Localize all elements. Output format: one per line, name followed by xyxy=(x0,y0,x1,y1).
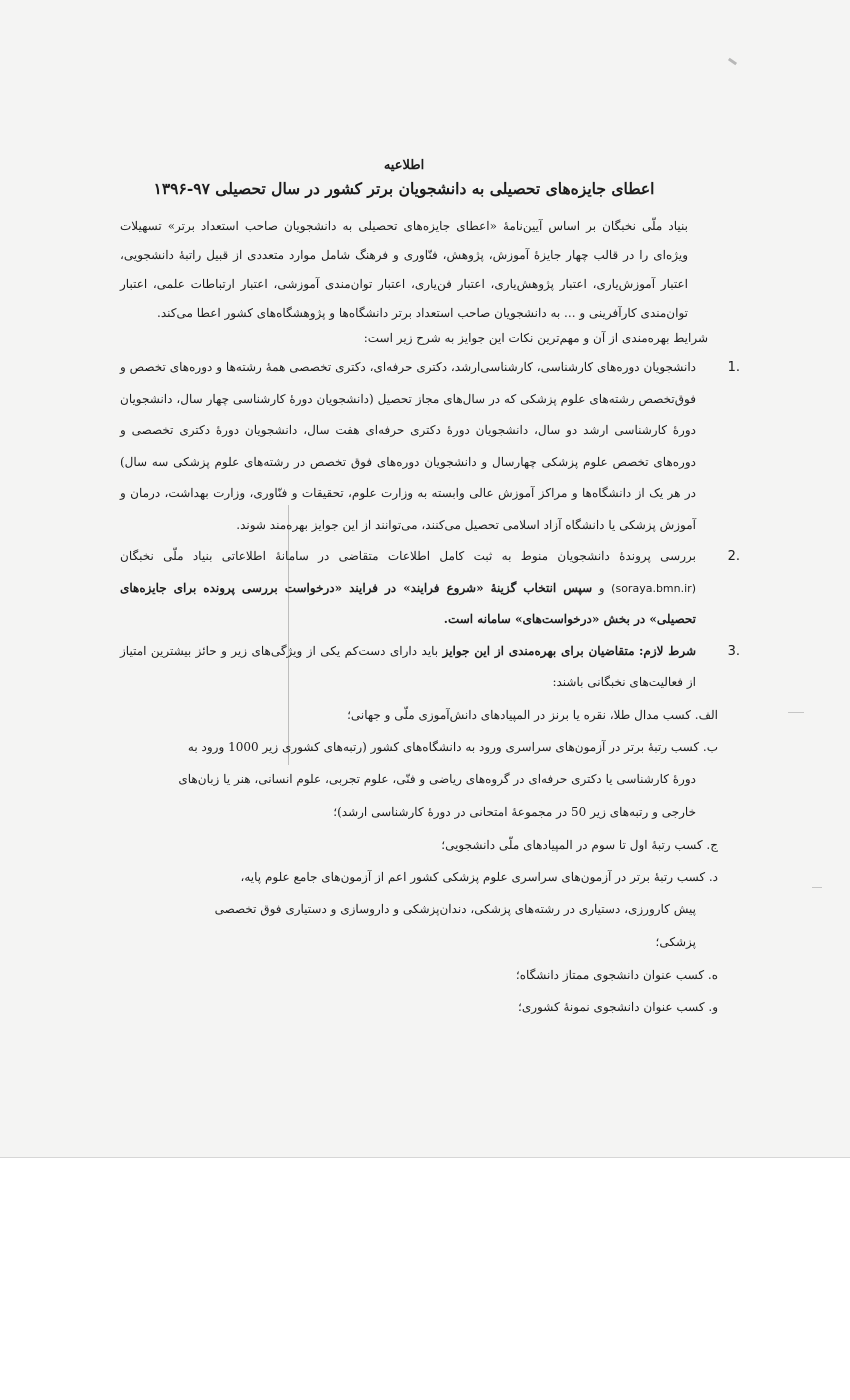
item-connector: و xyxy=(598,580,605,595)
item-text: بررسی پروندهٔ دانشجویان منوط به ثبت کامل اطلاعات متقاضی در سامانهٔ اطلاعاتی بنیاد ملّی نخبگان xyxy=(120,549,696,563)
item-text: دانشجویان دوره‌های کارشناسی، کارشناسی‌ارشد، دکتری حرفه‌ای، دکتری تخصصی همهٔ رشته‌ها و دوره‌های تخصص و فوق‌تخصص رشته‌های علوم پزشکی که در سال‌های مجاز تحصیل (دانشجویان دورهٔ کارشناسی چهار سال، دانشجویان دورهٔ کارشناسی ارشد دو سال، دانشجویان دورهٔ دکتری حرفه‌ای هفت سال، دانشجویان دورهٔ دکتری تخصصی و دوره‌های تخصص علوم پزشکی چهارسال و دانشجویان دوره‌های فوق تخصص در رشته‌های علوم پزشکی سه سال) در هر یک از دانشگاه‌ها و مراکز آموزش عالی وابسته به وزارت علوم، تحقیقات و فنّاوری، وزارت بهداشت، درمان و آموزش پزشکی یا دانشگاه آزاد اسلامی تحصیل می‌کنند، می‌توانند از این جوایز بهره‌مند شوند. xyxy=(120,360,696,532)
item-bold-text: سپس انتخاب گزینهٔ «شروع فرایند» در فرایند «درخواست بررسی پرونده برای جایزه‌های تحصیلی» در بخش «درخواست‌های» سامانه است. xyxy=(120,580,696,626)
sub-item-he: ه. کسب عنوان دانشجوی ممتاز دانشگاه؛ xyxy=(515,967,718,982)
sub-item-alef: الف. کسب مدال طلا، نقره یا برنز در المپیادهای دانش‌آموزی ملّی و جهانی؛ xyxy=(347,707,718,722)
paper-bottom-edge xyxy=(0,1157,850,1158)
scan-speck xyxy=(728,58,737,66)
sub-item-vav: و. کسب عنوان دانشجوی نمونهٔ کشوری؛ xyxy=(518,999,718,1014)
requirement-label: شرط لازم: xyxy=(638,643,697,658)
sub-item-dal: د. کسب رتبهٔ برتر در آزمون‌های سراسری علوم پزشکی کشور اعم از آزمون‌های جامع علوم پایه، xyxy=(240,869,718,884)
condition-item-2 xyxy=(120,541,740,636)
item-number: 1. xyxy=(727,360,740,375)
condition-item-3 xyxy=(120,636,740,699)
sub-item-be: ب. کسب رتبهٔ برتر در آزمون‌های سراسری ورود به دانشگاه‌های کشور (رتبه‌های کشوری زیر 1000 ورود به xyxy=(187,739,718,754)
sorayа-url-link[interactable]: (soraya.bmn.ir) xyxy=(611,581,696,595)
announcement-document xyxy=(120,158,740,1023)
condition-item-1 xyxy=(120,352,740,541)
scan-speck xyxy=(788,712,804,713)
conditions-intro: شرایط بهره‌مندی از آن و مهم‌ترین نکات این جوایز به شرح زیر است: xyxy=(363,331,708,345)
sub-item-be-cont: دورهٔ کارشناسی یا دکتری حرفه‌ای در گروه‌های ریاضی و فنّی، علوم تجربی، علوم انسانی، هنر یا زبان‌های xyxy=(178,771,696,786)
item-text: باید دارای دست‌کم یکی از ویژگی‌های زیر و حائز بیشترین امتیاز از فعالیت‌های نخبگانی باشند: xyxy=(120,643,696,689)
sub-item-jim: ج. کسب رتبهٔ اول تا سوم در المپیادهای ملّی دانشجویی؛ xyxy=(441,837,718,852)
intro-paragraph: بنیاد ملّی نخبگان بر اساس آیین‌نامهٔ «اعطای جایزه‌های تحصیلی به دانشجویان صاحب استعداد برتر» تسهیلات ویژه‌ای را در قالب چهار جایزهٔ آموزش، پژوهش، فنّاوری و فرهنگ شامل موارد متعددی از قبیل راتبهٔ دانشجویی، اعتبار آموزش‌یاری، اعتبار پژوهش‌یاری، اعتبار فن‌یاری، اعتبار توان‌مندی آموزشی، اعتبار ارتباطات علمی، اعتبار توان‌مندی کارآفرینی و ... به دانشجویان صاحب استعداد برتر دانشگاه‌ها و پژوهشگاه‌های کشور اعطا می‌کند. xyxy=(120,219,688,320)
item-number: 2. xyxy=(727,549,740,564)
announcement-title: اعطای جایزه‌های تحصیلی به دانشجویان برتر کشور در سال تحصیلی ۹۷-۱۳۹۶ xyxy=(153,179,655,198)
sub-item-dal-cont: پیش کارورزی، دستیاری در رشته‌های پزشکی، دندان‌پزشکی و داروسازی و دستیاری فوق تخصصی xyxy=(214,901,696,916)
announcement-heading: اطلاعیه xyxy=(383,158,425,173)
sub-item-dal-cont: پزشکی؛ xyxy=(655,934,696,949)
scan-speck xyxy=(812,887,822,888)
item-number: 3. xyxy=(727,643,740,659)
requirement-sub-list xyxy=(120,699,718,1023)
sub-item-be-cont: خارجی و رتبه‌های زیر 50 در مجموعهٔ امتحانی در دورهٔ کارشناسی ارشد)؛ xyxy=(333,804,696,819)
requirement-label-rest: متقاضیان برای بهره‌مندی از این جوایز xyxy=(442,643,635,658)
